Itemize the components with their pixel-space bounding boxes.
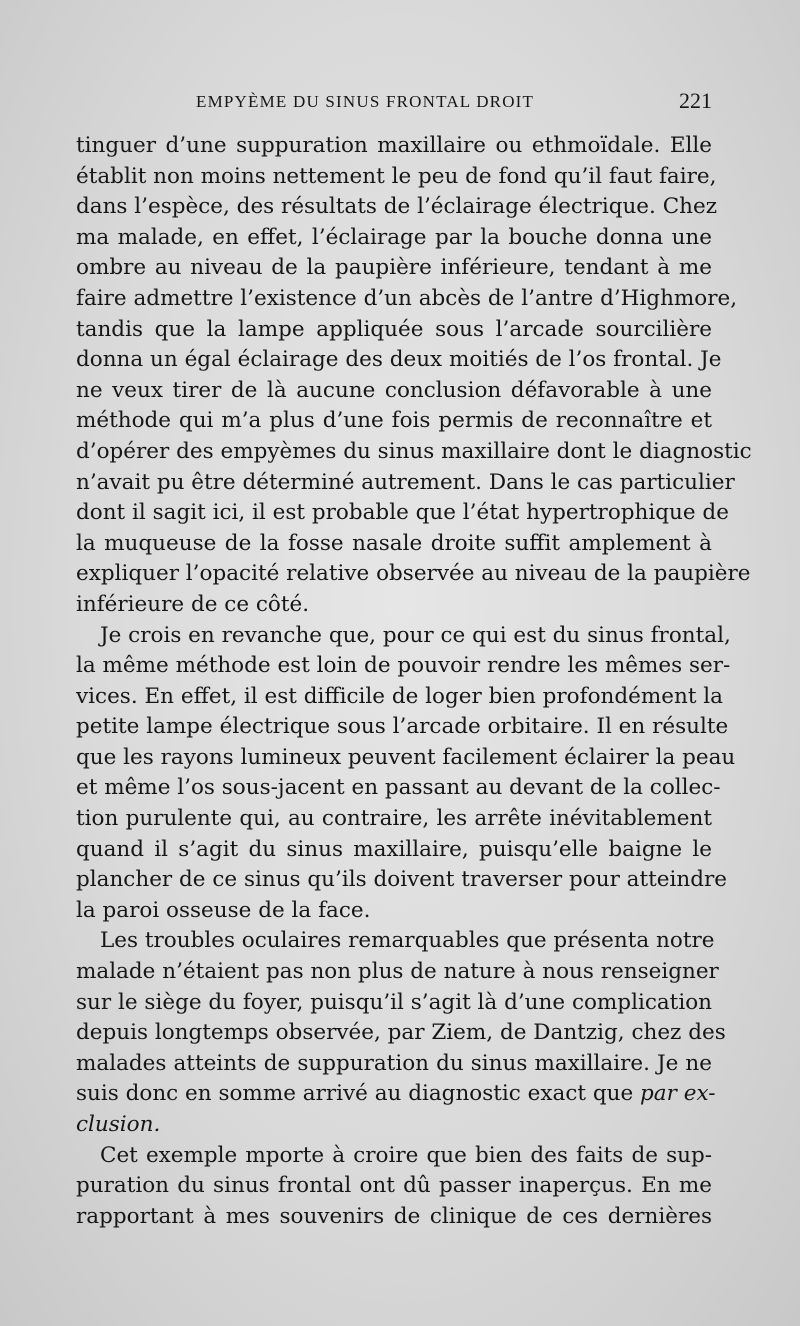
italic-phrase: clusion. [76,1112,161,1137]
text-line: Je crois en revanche que, pour ce qui est du sinus frontal, [100,622,731,648]
text-line: quand il s’agit du sinus maxillaire, puisqu’elle baigne le [76,836,712,862]
page-number: 221 [679,88,712,113]
text-line: n’avait pu être déterminé autrement. Dans le cas particulier [76,469,735,495]
text-line: la même méthode est loin de pouvoir rendre les mêmes ser- [76,653,731,679]
text-line: méthode qui m’a plus d’une fois permis de reconnaître et [76,408,712,434]
text-line: que les rayons lumineux peuvent facilement éclairer la peau [76,744,736,770]
text-line [76,1110,712,1141]
text-segment: suis donc en somme arrivé au diagnostic exact que [76,1081,634,1107]
text-line [76,1079,716,1110]
text-line: ombre au niveau de la paupière inférieure, tendant à me [76,255,712,281]
text-line: Les troubles oculaires remarquables que présenta notre [100,928,715,954]
text-line: expliquer l’opacité relative observée au niveau de la paupière [76,561,751,587]
italic-phrase: par ex- [640,1081,716,1107]
running-title: EMPYÈME DU SINUS FRONTAL DROIT [196,92,535,111]
text-line: établit non moins nettement le peu de fond qu’il faut faire, [76,163,717,189]
text-line: inférieure de ce côté. [76,591,310,617]
text-line: tinguer d’une suppuration maxillaire ou ethmoïdale. Elle [76,133,712,158]
text-line: vices. En effet, il est difficile de loger bien profondément la [76,683,723,709]
page-header [76,88,712,118]
text-line: Cet exemple mporte à croire que bien des faits de sup- [100,1142,712,1168]
text-line: plancher de ce sinus qu’ils doivent traverser pour atteindre [76,867,727,893]
text-line: dont il sagit ici, il est probable que l’état hypertrophique de [76,500,729,526]
text-line: malade n’étaient pas non plus de nature à nous renseigner [76,959,719,985]
text-line: ma malade, en effet, l’éclairage par la bouche donna une [76,224,712,250]
text-line: la paroi osseuse de la face. [76,897,371,923]
text-line: faire admettre l’existence d’un abcès de l’antre d’Highmore, [76,285,738,311]
text-line: tion purulente qui, au contraire, les arrête inévitablement [76,806,712,832]
text-line: sur le siège du foyer, puisqu’il s’agit là d’une complication [76,989,712,1015]
text-line: depuis longtemps observée, par Ziem, de Dantzig, chez des [76,1020,726,1046]
body-text [76,131,752,1232]
text-line: et même l’os sous-jacent en passant au devant de la collec- [76,775,721,801]
text-line: ne veux tirer de là aucune conclusion défavorable à une [76,377,712,403]
text-line: malades atteints de suppuration du sinus maxillaire. Je ne [76,1050,712,1076]
text-line: tandis que la lampe appliquée sous l’arcade sourcilière [76,316,712,342]
text-line: petite lampe électrique sous l’arcade orbitaire. Il en résulte [76,714,729,740]
text-line: d’opérer des empyèmes du sinus maxillaire dont le diagnostic [76,438,752,464]
text-line: rapportant à mes souvenirs de clinique de ces dernières [76,1203,712,1229]
text-line: dans l’espèce, des résultats de l’éclairage électrique. Chez [76,194,718,220]
text-line: puration du sinus frontal ont dû passer inaperçus. En me [76,1173,712,1199]
text-line: donna un égal éclairage des deux moitiés de l’os frontal. Je [76,347,722,373]
text-line: la muqueuse de la fosse nasale droite suffit amplement à [76,530,712,556]
